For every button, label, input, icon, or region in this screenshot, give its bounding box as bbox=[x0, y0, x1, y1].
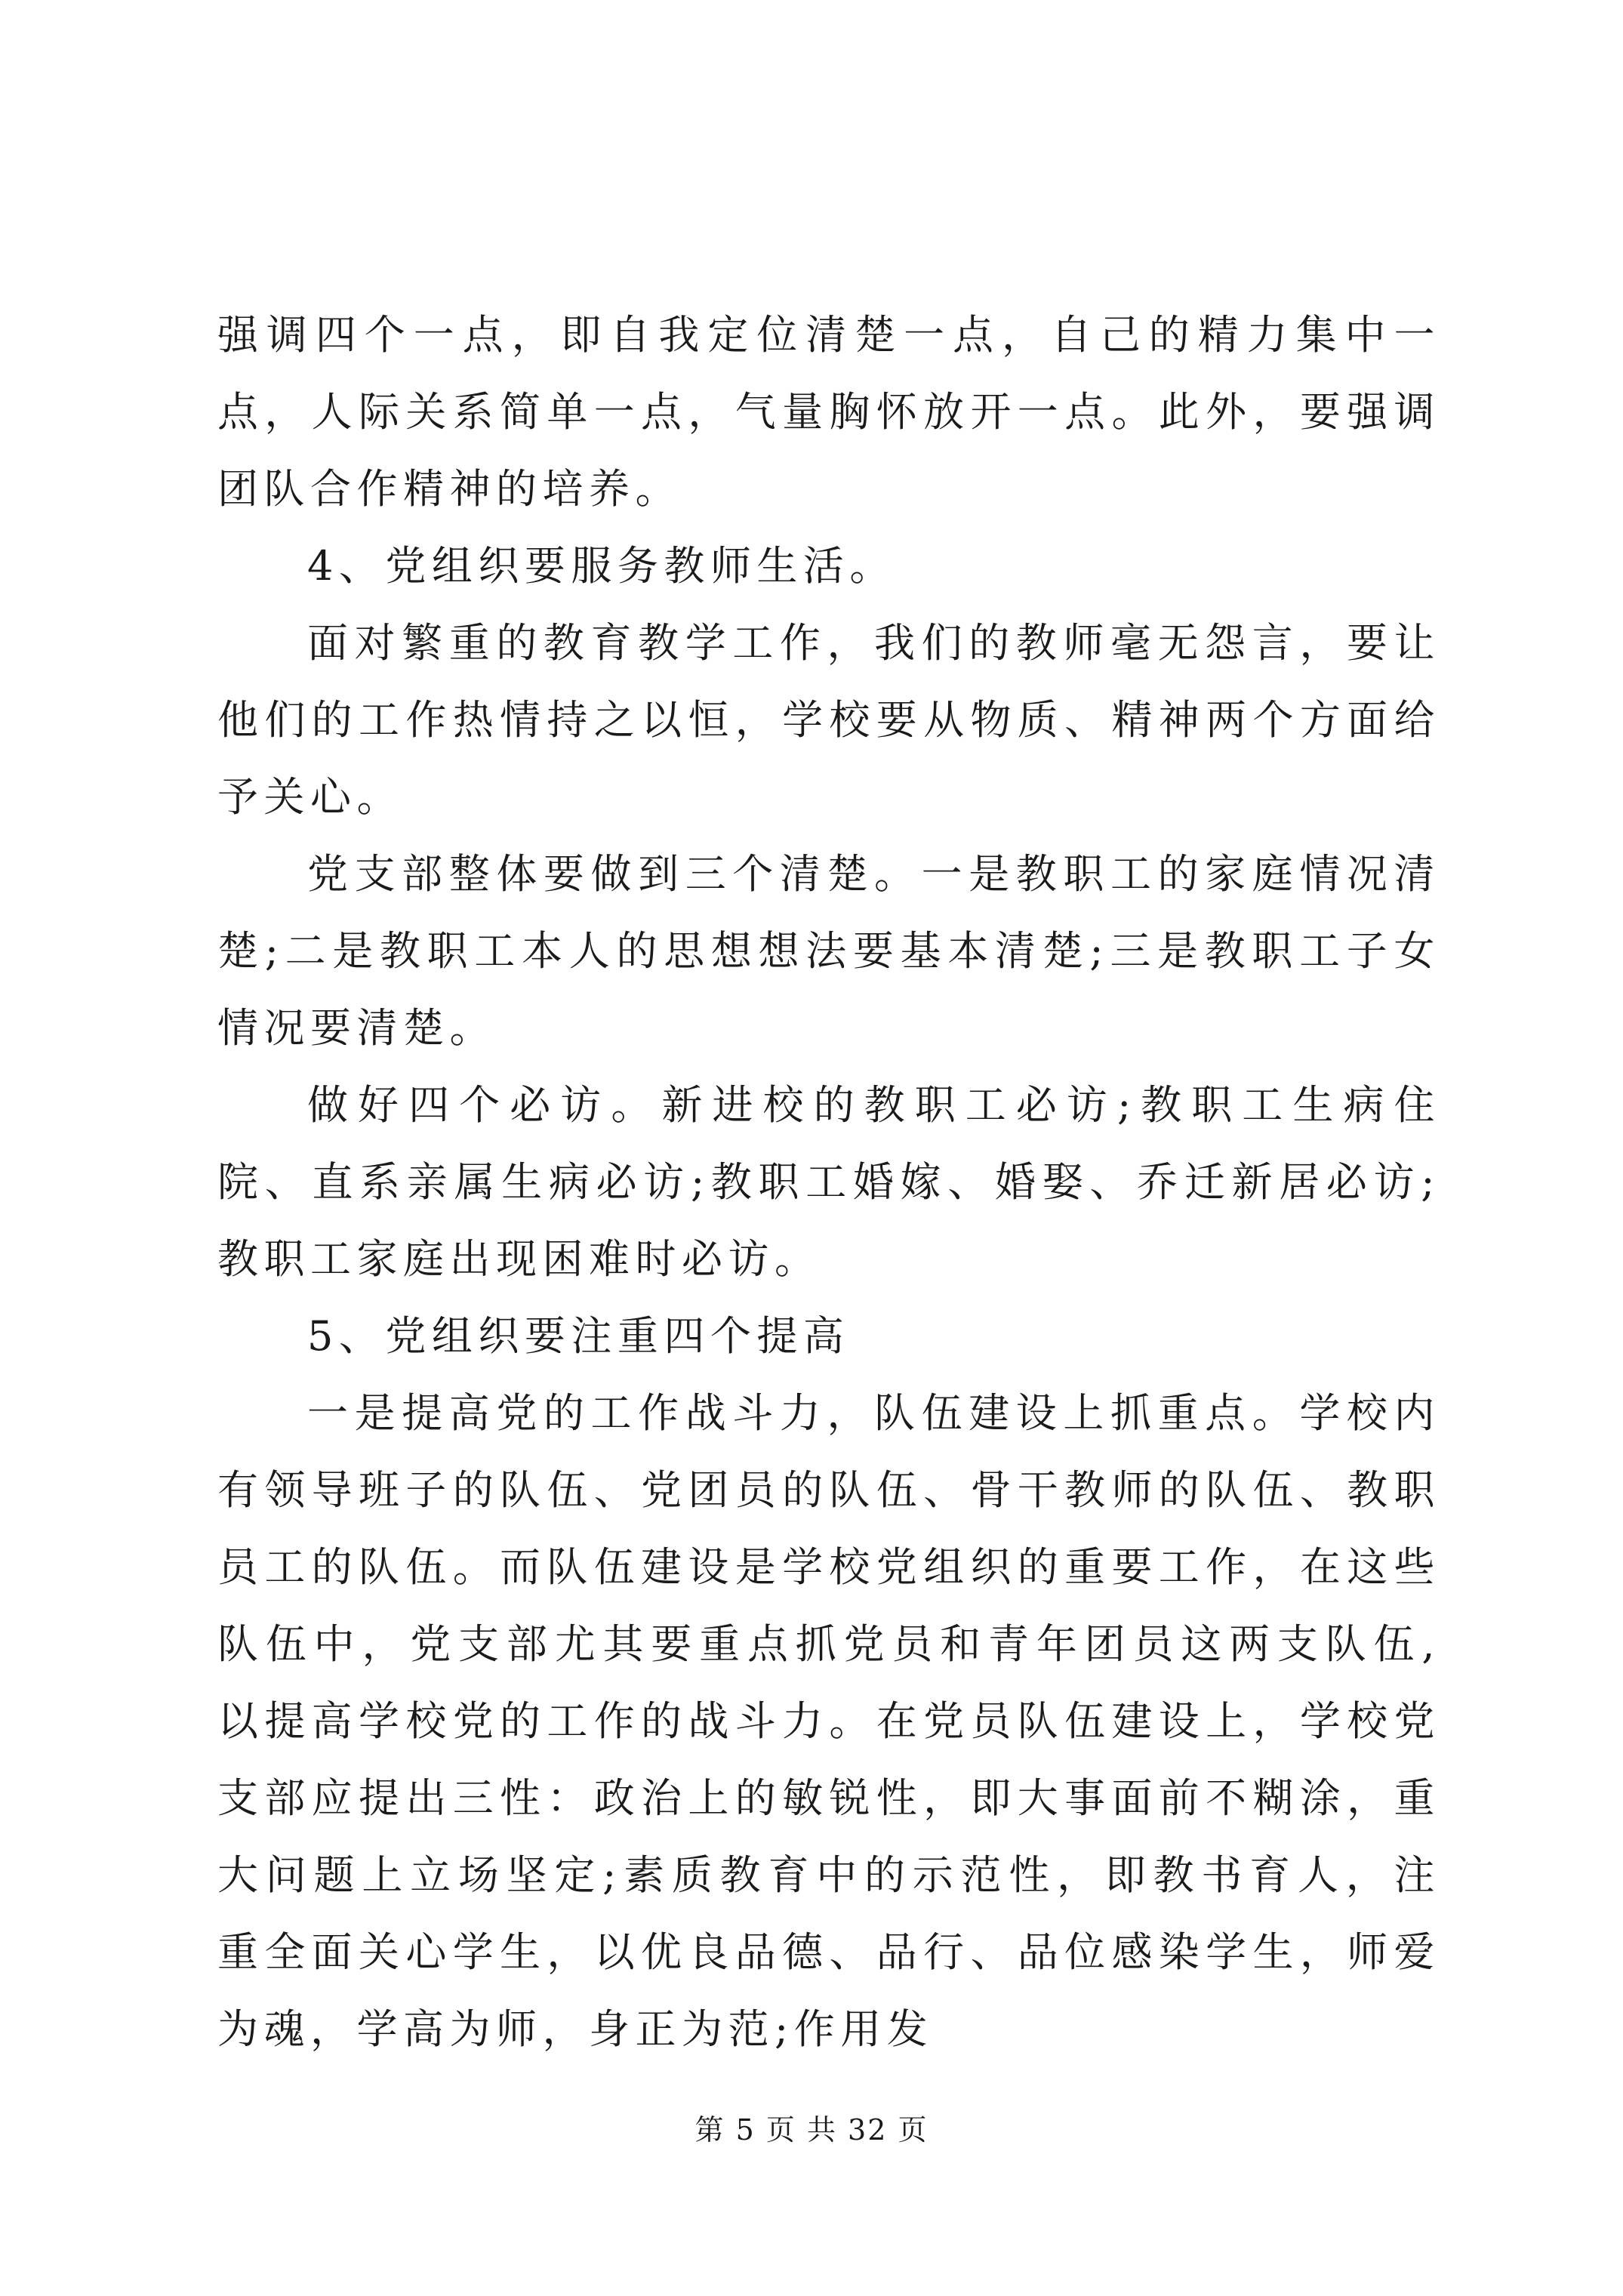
section-heading-four-improvements: 5、党组织要注重四个提高 bbox=[307, 1312, 850, 1360]
document-body bbox=[217, 297, 1440, 2068]
paragraph: 面对繁重的教育教学工作，我们的教师毫无怨言，要让他们的工作热情持之以恒，学校要从物质、精神两个方面给予关心。 bbox=[217, 619, 1440, 821]
section-heading-serve-teachers: 4、党组织要服务教师生活。 bbox=[307, 542, 896, 590]
paragraph: 强调四个一点，即自我定位清楚一点，自己的精力集中一点，人际关系简单一点，气量胸怀放开一点。此外，要强调团队合作精神的培养。 bbox=[217, 311, 1440, 513]
paragraph: 党支部整体要做到三个清楚。一是教职工的家庭情况清楚;二是教职工本人的思想想法要基本清楚;三是教职工子女情况要清楚。 bbox=[217, 850, 1440, 1052]
paragraph: 一是提高党的工作战斗力，队伍建设上抓重点。学校内有领导班子的队伍、党团员的队伍、骨干教师的队伍、教职员工的队伍。而队伍建设是学校党组织的重要工作，在这些队伍中，党支部尤其要重点抓党员和青年团员这两支队伍,以提高学校党的工作的战斗力。在党员队伍建设上，学校党支部应提出三性：政治上的敏锐性，即大事面前不糊涂，重大问题上立场坚定;素质教育中的示范性，即教书育人，注重全面关心学生，以优良品德、品行、品位感染学生，师爱为魂，学高为师，身正为范;作用发 bbox=[217, 1389, 1440, 2053]
page-number-footer: 第 5 页 共 32 页 bbox=[694, 2113, 929, 2147]
paragraph: 做好四个必访。新进校的教职工必访;教职工生病住院、直系亲属生病必访;教职工婚嫁、婚娶、乔迁新居必访;教职工家庭出现困难时必访。 bbox=[217, 1081, 1440, 1283]
